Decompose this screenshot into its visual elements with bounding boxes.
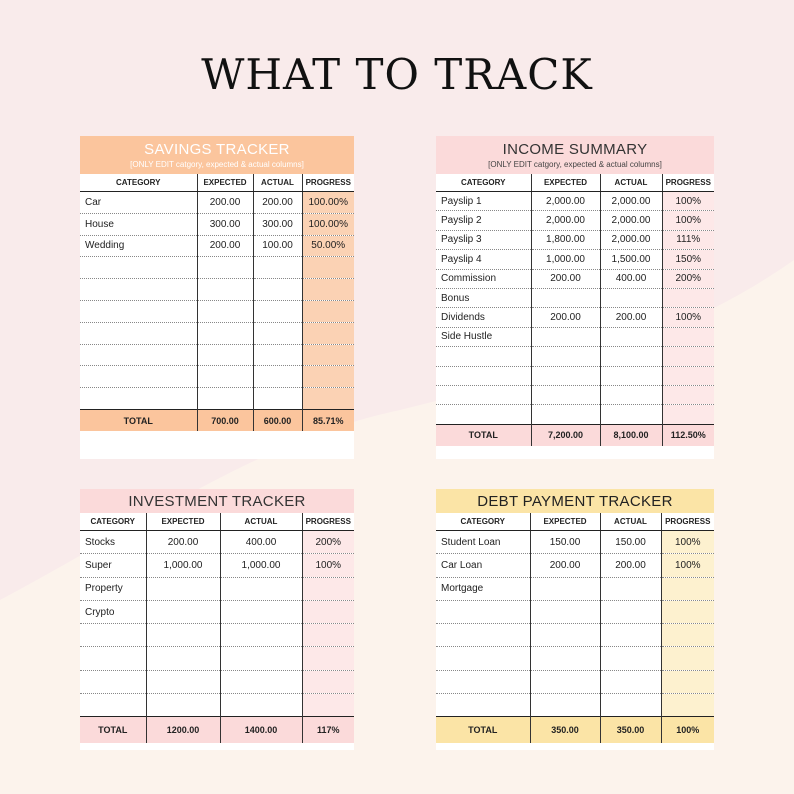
actual-cell[interactable]: 400.00 xyxy=(220,531,302,554)
category-cell[interactable] xyxy=(436,694,530,717)
table-row xyxy=(80,300,354,322)
total-actual: 8,100.00 xyxy=(600,424,662,446)
table-row xyxy=(80,279,354,301)
table-row xyxy=(80,366,354,388)
debt-payment-tracker xyxy=(436,489,714,750)
total-label: TOTAL xyxy=(436,424,531,446)
progress-cell: 200% xyxy=(662,269,714,288)
table-row xyxy=(80,322,354,344)
col-actual: ACTUAL xyxy=(600,174,662,192)
actual-cell[interactable]: 2,000.00 xyxy=(600,192,662,211)
category-cell[interactable] xyxy=(80,647,146,670)
savings-header xyxy=(80,136,354,174)
progress-cell xyxy=(661,600,714,623)
expected-cell[interactable] xyxy=(531,405,600,424)
table-row xyxy=(436,554,714,577)
progress-cell xyxy=(302,624,354,647)
category-cell[interactable]: Payslip 4 xyxy=(436,250,531,269)
table-row xyxy=(436,250,714,269)
actual-cell[interactable] xyxy=(253,322,302,344)
actual-cell[interactable] xyxy=(600,366,662,385)
progress-cell: 100% xyxy=(302,554,354,577)
category-cell[interactable]: Student Loan xyxy=(436,531,530,554)
progress-cell: 100.00% xyxy=(302,213,354,235)
actual-cell[interactable]: 200.00 xyxy=(600,554,661,577)
actual-cell[interactable] xyxy=(600,405,662,424)
page-title: WHAT TO TRACK xyxy=(201,50,593,99)
investment-table xyxy=(80,513,354,743)
table-row xyxy=(436,600,714,623)
actual-cell[interactable] xyxy=(600,670,661,693)
actual-cell[interactable] xyxy=(220,577,302,600)
expected-cell[interactable] xyxy=(530,624,600,647)
expected-cell[interactable] xyxy=(197,388,253,410)
expected-cell[interactable] xyxy=(146,670,220,693)
col-category: CATEGORY xyxy=(80,174,197,192)
category-cell[interactable] xyxy=(80,694,146,717)
actual-cell[interactable]: 400.00 xyxy=(600,269,662,288)
debt-table xyxy=(436,513,714,743)
total-progress: 112.50% xyxy=(662,424,714,446)
expected-cell[interactable]: 200.00 xyxy=(146,531,220,554)
actual-cell[interactable]: 1,000.00 xyxy=(220,554,302,577)
category-cell[interactable] xyxy=(80,279,197,301)
category-cell[interactable] xyxy=(80,300,197,322)
progress-cell xyxy=(662,405,714,424)
income-note: [ONLY EDIT catgory, expected & actual columns] xyxy=(488,160,662,169)
investment-tracker xyxy=(80,489,354,750)
col-progress: PROGRESS xyxy=(302,174,354,192)
income-summary xyxy=(436,136,714,459)
progress-cell xyxy=(661,647,714,670)
progress-cell xyxy=(302,388,354,410)
expected-cell[interactable]: 200.00 xyxy=(531,308,600,327)
progress-cell xyxy=(661,670,714,693)
expected-cell[interactable] xyxy=(197,257,253,279)
table-row xyxy=(80,235,354,257)
expected-cell[interactable] xyxy=(531,385,600,404)
expected-cell[interactable]: 1,000.00 xyxy=(146,554,220,577)
category-cell[interactable] xyxy=(436,385,531,404)
col-progress: PROGRESS xyxy=(302,513,354,531)
progress-cell xyxy=(302,279,354,301)
category-cell[interactable]: Payslip 3 xyxy=(436,230,531,249)
expected-cell[interactable]: 1,000.00 xyxy=(531,250,600,269)
category-cell[interactable] xyxy=(436,366,531,385)
expected-cell[interactable] xyxy=(530,670,600,693)
table-row xyxy=(436,366,714,385)
progress-cell: 100% xyxy=(661,554,714,577)
table-row xyxy=(80,388,354,410)
actual-cell[interactable] xyxy=(220,694,302,717)
table-row xyxy=(80,344,354,366)
progress-cell xyxy=(302,577,354,600)
actual-cell[interactable] xyxy=(600,600,661,623)
category-cell[interactable] xyxy=(436,600,530,623)
progress-cell xyxy=(302,257,354,279)
actual-cell[interactable] xyxy=(220,600,302,623)
total-expected: 7,200.00 xyxy=(531,424,600,446)
table-row xyxy=(436,647,714,670)
actual-cell[interactable] xyxy=(600,647,661,670)
total-actual: 1400.00 xyxy=(220,717,302,743)
expected-cell[interactable] xyxy=(197,279,253,301)
table-row xyxy=(436,670,714,693)
progress-cell xyxy=(302,670,354,693)
table-row xyxy=(436,577,714,600)
expected-cell[interactable]: 200.00 xyxy=(531,269,600,288)
actual-cell[interactable]: 150.00 xyxy=(600,531,661,554)
expected-cell[interactable] xyxy=(197,366,253,388)
progress-cell: 50.00% xyxy=(302,235,354,257)
expected-cell[interactable] xyxy=(146,600,220,623)
actual-cell[interactable] xyxy=(253,300,302,322)
col-actual: ACTUAL xyxy=(600,513,661,531)
category-cell[interactable] xyxy=(436,347,531,366)
progress-cell xyxy=(662,327,714,346)
col-expected: EXPECTED xyxy=(197,174,253,192)
col-progress: PROGRESS xyxy=(662,174,714,192)
category-cell[interactable]: Super xyxy=(80,554,146,577)
col-category: CATEGORY xyxy=(436,174,531,192)
actual-cell[interactable] xyxy=(220,624,302,647)
category-cell[interactable]: Wedding xyxy=(80,235,197,257)
category-cell[interactable]: Mortgage xyxy=(436,577,530,600)
total-progress: 117% xyxy=(302,717,354,743)
progress-cell: 111% xyxy=(662,230,714,249)
total-expected: 1200.00 xyxy=(146,717,220,743)
table-row xyxy=(80,694,354,717)
progress-cell xyxy=(662,288,714,307)
table-row xyxy=(436,308,714,327)
savings-tracker xyxy=(80,136,354,459)
total-label: TOTAL xyxy=(80,409,197,431)
expected-cell[interactable]: 2,000.00 xyxy=(531,211,600,230)
category-cell[interactable] xyxy=(436,670,530,693)
table-row xyxy=(436,405,714,424)
progress-cell: 150% xyxy=(662,250,714,269)
progress-cell: 200% xyxy=(302,531,354,554)
table-row xyxy=(80,600,354,623)
category-cell[interactable] xyxy=(436,405,531,424)
progress-cell xyxy=(662,347,714,366)
expected-cell[interactable] xyxy=(530,647,600,670)
progress-cell: 100% xyxy=(662,308,714,327)
income-header xyxy=(436,136,714,174)
table-row xyxy=(436,694,714,717)
category-cell[interactable] xyxy=(436,624,530,647)
expected-cell[interactable] xyxy=(530,577,600,600)
actual-cell[interactable] xyxy=(253,279,302,301)
col-progress: PROGRESS xyxy=(661,513,714,531)
category-cell[interactable]: House xyxy=(80,213,197,235)
progress-cell xyxy=(662,366,714,385)
total-progress: 85.71% xyxy=(302,409,354,431)
col-expected: EXPECTED xyxy=(531,174,600,192)
category-cell[interactable]: Stocks xyxy=(80,531,146,554)
col-category: CATEGORY xyxy=(436,513,530,531)
actual-cell[interactable]: 300.00 xyxy=(253,213,302,235)
progress-cell: 100% xyxy=(661,531,714,554)
expected-cell[interactable] xyxy=(530,600,600,623)
table-row xyxy=(80,554,354,577)
actual-cell[interactable] xyxy=(600,694,661,717)
investment-title: INVESTMENT TRACKER xyxy=(128,493,306,510)
table-row xyxy=(436,269,714,288)
total-label: TOTAL xyxy=(80,717,146,743)
category-cell[interactable] xyxy=(80,624,146,647)
category-cell[interactable]: Side Hustle xyxy=(436,327,531,346)
progress-cell xyxy=(661,577,714,600)
table-row xyxy=(80,624,354,647)
category-cell[interactable] xyxy=(80,388,197,410)
category-cell[interactable] xyxy=(80,322,197,344)
actual-cell[interactable] xyxy=(253,344,302,366)
expected-cell[interactable]: 300.00 xyxy=(197,213,253,235)
category-cell[interactable]: Property xyxy=(80,577,146,600)
expected-cell[interactable]: 1,800.00 xyxy=(531,230,600,249)
expected-cell[interactable] xyxy=(197,300,253,322)
total-label: TOTAL xyxy=(436,717,530,743)
progress-cell xyxy=(302,366,354,388)
table-row xyxy=(436,211,714,230)
progress-cell xyxy=(661,624,714,647)
actual-cell[interactable]: 2,000.00 xyxy=(600,230,662,249)
progress-cell: 100.00% xyxy=(302,192,354,214)
total-actual: 350.00 xyxy=(600,717,661,743)
actual-cell[interactable] xyxy=(600,347,662,366)
progress-cell xyxy=(302,647,354,670)
expected-cell[interactable] xyxy=(197,322,253,344)
expected-cell[interactable] xyxy=(531,347,600,366)
savings-table xyxy=(80,174,354,431)
table-row xyxy=(436,230,714,249)
category-cell[interactable] xyxy=(80,670,146,693)
category-cell[interactable]: Crypto xyxy=(80,600,146,623)
category-cell[interactable] xyxy=(436,647,530,670)
progress-cell xyxy=(302,322,354,344)
table-row xyxy=(436,288,714,307)
expected-cell[interactable] xyxy=(531,327,600,346)
savings-title: SAVINGS TRACKER xyxy=(144,141,290,158)
col-expected: EXPECTED xyxy=(530,513,600,531)
table-row xyxy=(436,327,714,346)
progress-cell: 100% xyxy=(662,211,714,230)
actual-cell[interactable]: 200.00 xyxy=(253,192,302,214)
expected-cell[interactable] xyxy=(146,647,220,670)
expected-cell[interactable] xyxy=(146,577,220,600)
table-row xyxy=(80,213,354,235)
progress-cell: 100% xyxy=(662,192,714,211)
table-row xyxy=(80,257,354,279)
actual-cell[interactable] xyxy=(600,327,662,346)
progress-cell xyxy=(302,344,354,366)
actual-cell[interactable]: 2,000.00 xyxy=(600,211,662,230)
table-row xyxy=(436,192,714,211)
table-row xyxy=(436,624,714,647)
category-cell[interactable]: Commission xyxy=(436,269,531,288)
table-row xyxy=(80,192,354,214)
actual-cell[interactable] xyxy=(600,385,662,404)
total-expected: 700.00 xyxy=(197,409,253,431)
table-row xyxy=(80,647,354,670)
col-actual: ACTUAL xyxy=(253,174,302,192)
col-category: CATEGORY xyxy=(80,513,146,531)
debt-header xyxy=(436,489,714,513)
table-row xyxy=(436,531,714,554)
total-progress: 100% xyxy=(661,717,714,743)
category-cell[interactable] xyxy=(80,366,197,388)
category-cell[interactable]: Car Loan xyxy=(436,554,530,577)
table-row xyxy=(436,347,714,366)
debt-title: DEBT PAYMENT TRACKER xyxy=(477,493,673,510)
expected-cell[interactable]: 200.00 xyxy=(197,235,253,257)
category-cell[interactable]: Payslip 2 xyxy=(436,211,531,230)
col-expected: EXPECTED xyxy=(146,513,220,531)
table-row xyxy=(80,531,354,554)
col-actual: ACTUAL xyxy=(220,513,302,531)
expected-cell[interactable] xyxy=(197,344,253,366)
expected-cell[interactable] xyxy=(530,694,600,717)
progress-cell xyxy=(302,694,354,717)
category-cell[interactable]: Dividends xyxy=(436,308,531,327)
table-row xyxy=(80,577,354,600)
actual-cell[interactable] xyxy=(220,647,302,670)
expected-cell[interactable] xyxy=(146,694,220,717)
expected-cell[interactable]: 200.00 xyxy=(197,192,253,214)
savings-note: [ONLY EDIT catgory, expected & actual columns] xyxy=(130,160,304,169)
category-cell[interactable]: Payslip 1 xyxy=(436,192,531,211)
actual-cell[interactable] xyxy=(253,388,302,410)
total-expected: 350.00 xyxy=(530,717,600,743)
expected-cell[interactable] xyxy=(146,624,220,647)
actual-cell[interactable]: 100.00 xyxy=(253,235,302,257)
actual-cell[interactable] xyxy=(253,257,302,279)
progress-cell xyxy=(302,300,354,322)
actual-cell[interactable] xyxy=(220,670,302,693)
progress-cell xyxy=(662,385,714,404)
income-title: INCOME SUMMARY xyxy=(502,141,648,158)
category-cell[interactable] xyxy=(80,344,197,366)
table-row xyxy=(436,385,714,404)
expected-cell[interactable]: 200.00 xyxy=(530,554,600,577)
actual-cell[interactable] xyxy=(253,366,302,388)
expected-cell[interactable] xyxy=(531,288,600,307)
expected-cell[interactable]: 2,000.00 xyxy=(531,192,600,211)
investment-header xyxy=(80,489,354,513)
actual-cell[interactable]: 200.00 xyxy=(600,308,662,327)
actual-cell[interactable]: 1,500.00 xyxy=(600,250,662,269)
total-actual: 600.00 xyxy=(253,409,302,431)
progress-cell xyxy=(302,600,354,623)
category-cell[interactable] xyxy=(80,257,197,279)
actual-cell[interactable] xyxy=(600,624,661,647)
category-cell[interactable]: Bonus xyxy=(436,288,531,307)
actual-cell[interactable] xyxy=(600,577,661,600)
progress-cell xyxy=(661,694,714,717)
expected-cell[interactable] xyxy=(531,366,600,385)
actual-cell[interactable] xyxy=(600,288,662,307)
expected-cell[interactable]: 150.00 xyxy=(530,531,600,554)
income-table xyxy=(436,174,714,446)
category-cell[interactable]: Car xyxy=(80,192,197,214)
table-row xyxy=(80,670,354,693)
